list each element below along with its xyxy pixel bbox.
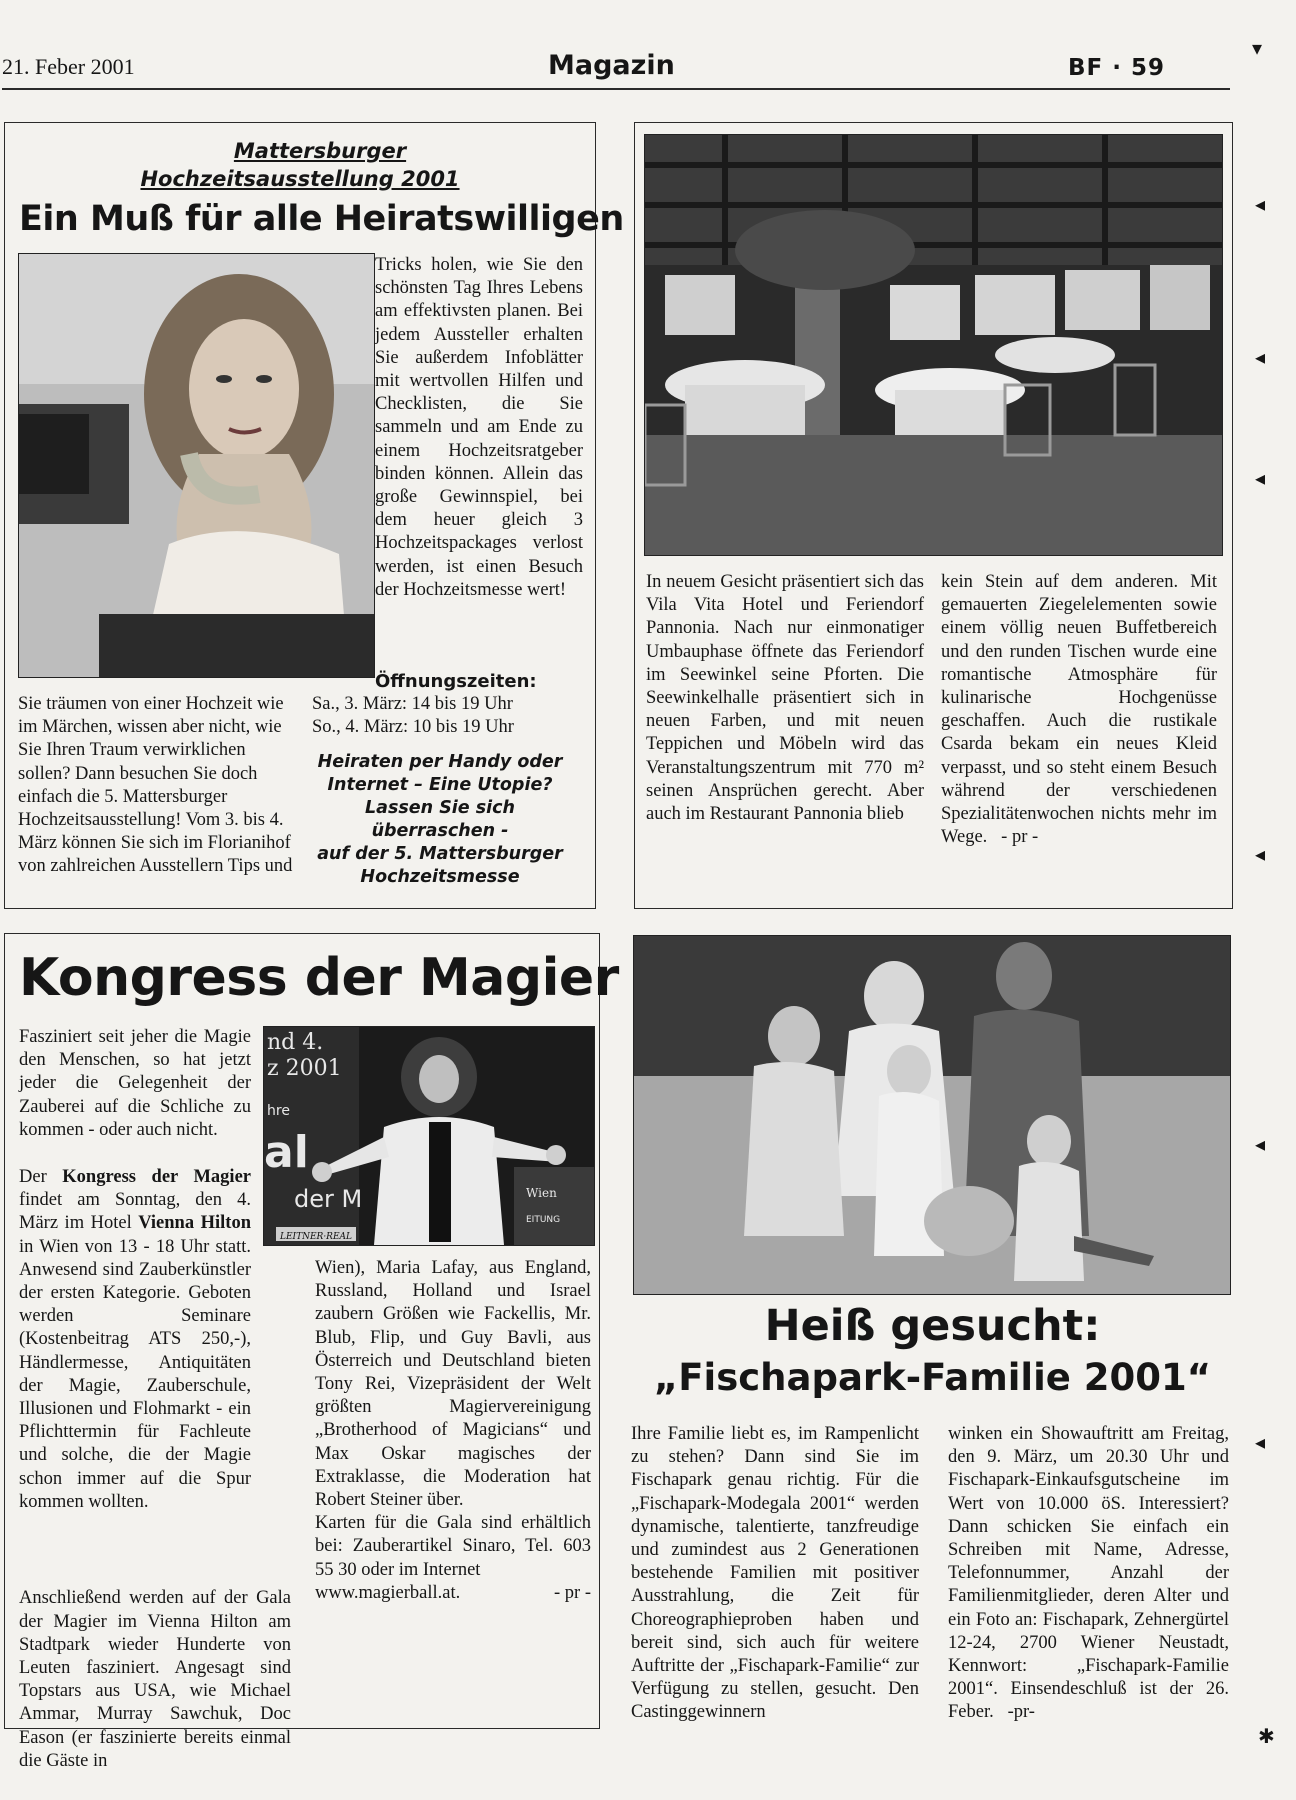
family-photo (633, 935, 1231, 1295)
article-body-col1: Ihre Familie liebt es, im Rampenlicht zu stehen? Dann sind Sie im Fischapark genau richtig. Für die „Fischapark-Modegala 2001“ werden dynamische, talentierte, tanzfreudige und zumindest aus 2 Generationen bestehende Familien mit positiver Ausstrahlung, die Zeit für Choreographieproben haben und bereit sind, sich auch für weitere Auftritte der „Fischapark-Familie“ zur Verfügung zu stellen, gesucht. Den Castinggewinnern (631, 1424, 919, 1723)
margin-mark: ◂ (1255, 842, 1266, 866)
article-body-left: Sie träumen von einer Hochzeit wie im Märchen, wissen aber nicht, wie Sie Ihren Traum verwirklichen sollen? Dann besuchen Sie doch einfach die 5. Mattersburger Hochzeitsausstellung! Vom 3. bis 4. März können Sie sich im Florianihof von zahlreichen Ausstellern Tips und (18, 694, 293, 877)
hours-saturday: Sa., 3. März: 14 bis 19 Uhr (312, 694, 513, 714)
margin-mark: ✱ (1258, 1724, 1275, 1748)
portrait-photo (18, 253, 375, 678)
poster-text: al (264, 1127, 309, 1178)
issue-date: 21. Feber 2001 (2, 54, 135, 79)
signoff: - pr - (1001, 827, 1039, 848)
poster-text: der M (294, 1185, 363, 1213)
article-body-col1: Der Kongress der Magier findet am Sonntag, den 4. März im Hotel Vienna Hilton in Wien von 13 - 18 Uhr statt. Anwesend sind Zauberkünstler der ersten Kategorie. Geboten werden Seminare (Kostenbeitrag ATS 250,-), Händlermesse, Antiquitäten der Magie, Zauberschule, Illusionen und Flohmarkt - ein Pflichttermin für Fachleute und solche, die der Magie schon immer auf die Spur kommen wollten. (19, 1167, 251, 1512)
article-body-col2: Wien), Maria Lafay, aus England, Russland, Holland und Israel zaubern Größen wie Fackellis, Mr. Blub, Flip, und Guy Bavli, aus Österreich und Deutschland bieten Tony Rei, Vizepräsident der Welt größten Magiervereinigung „Brotherhood of Magicians“ und Max Oskar magisches der Extraklasse, die Moderation hat Robert Steiner über. Karten für die Gala sind erhältlich bei: Zauberartikel Sinaro, Tel. 603 55 30 oder im Internet www.magierball.at. - pr - (315, 1257, 591, 1605)
article-body-col1-cont: Anschließend werden auf der Gala der Magier im Vienna Hilton am Stadtpark wieder Hunderte von Leuten fasziniert. Angesagt sind Topstars aus USA, wie Michael Ammar, Murray Sawchuk, Doc Eason (er faszinierte bereits einmal die Gäste in (19, 1588, 291, 1771)
article-hotel (634, 122, 1233, 909)
poster-text: Wien (526, 1186, 557, 1200)
article-magicians (4, 933, 619, 1771)
signoff: - pr - (554, 1582, 591, 1603)
article-intro: Fasziniert seit jeher die Magie den Menschen, so hat jetzt jeder die Gelegenheit der Zauberei auf die Schliche zu kommen - oder auch nicht. (19, 1027, 251, 1140)
poster-text: nd 4. (267, 1030, 324, 1055)
magician-photo-icon (264, 1027, 594, 1245)
margin-mark: ◂ (1255, 466, 1266, 490)
article-body-col2: winken ein Showauftritt am Freitag, den 9. März, um 20.30 Uhr und Fischapark-Einkaufsgutscheine im Wert von 10.000 öS. Interessiert? Dann schicken Sie einfach ein Schreiben mit Name, Adresse, Telefonnummer, Anzahl der Familienmitglieder, deren Alter und ein Foto an: Fischapark, Zehnergürtel 12-24, 2700 Wiener Neustadt, Kennwort: „Fischapark-Familie 2001“. Einsendeschluß ist der 26. Feber. -pr- (948, 1424, 1229, 1723)
article-wedding-fair (4, 122, 624, 909)
family-photo-icon (634, 936, 1230, 1294)
article-headline: Ein Muß für alle Heiratswilligen (19, 199, 624, 239)
page-number: BF · 59 (1068, 55, 1166, 81)
margin-mark: ▾ (1252, 36, 1263, 60)
margin-mark: ◂ (1255, 192, 1266, 216)
signoff: -pr- (1007, 1702, 1035, 1723)
section-title: Magazin (548, 50, 675, 81)
article-body-col1: In neuem Gesicht präsentiert sich das Vila Vita Hotel und Feriendorf Pannonia. Nach nur einmonatiger Umbauphase öffnete das Feriendorf im Seewinkel seine Pforten. Die Seewinkelhalle präsentiert sich in neuen Farben, und mit neuen Teppichen und Möbeln wird das Veranstaltungszentrum mit 770 m² seinen Ansprüchen gerecht. Aber auch im Restaurant Pannonia blieb (646, 572, 924, 825)
article-headline: Kongress der Magier (19, 948, 619, 1008)
restaurant-photo (644, 134, 1223, 556)
magician-photo (263, 1026, 595, 1246)
margin-mark: ◂ (1255, 345, 1266, 369)
poster-text: LEITNER·REAL (280, 1232, 353, 1242)
poster-text: EITUNG (526, 1215, 561, 1225)
poster-text: z 2001 (267, 1056, 342, 1081)
article-headline: Heiß gesucht: „Fischapark-Familie 2001“ (653, 1301, 1212, 1399)
article-callout: Heiraten per Handy oder Internet – Eine Utopie? Lassen Sie sich überraschen - auf der 5. Mattersburger Hochzeitsmesse (317, 752, 563, 887)
margin-mark: ◂ (1255, 1430, 1266, 1454)
header-rule (2, 88, 1230, 90)
article-body-right: Tricks holen, wie Sie den schönsten Tag Ihres Lebens am effektivsten planen. Bei jedem Aussteller erhalten Sie außerdem Infoblätter mit wertvollen Hilfen und Checklisten, die Sie sammeln und am Ende zu einem Hochzeitsratgeber binden können. Allein das große Gewinnspiel, bei dem heuer gleich 3 Hochzeitspackages verlost werden, ist einen Besuch der Hochzeitsmesse wert! (375, 255, 583, 600)
portrait-photo-icon (19, 254, 374, 677)
hours-title: Öffnungszeiten: (375, 671, 537, 692)
hours-sunday: So., 4. März: 10 bis 19 Uhr (312, 717, 514, 737)
website-link[interactable]: www.magierball.at. (315, 1582, 461, 1603)
restaurant-photo-icon (645, 135, 1222, 555)
margin-mark: ◂ (1255, 1132, 1266, 1156)
poster-text: hre (267, 1103, 290, 1119)
article-kicker: Mattersburger Hochzeitsausstellung 2001 (140, 139, 460, 191)
article-body-col2: kein Stein auf dem anderen. Mit gemauerten Ziegelelementen sowie einem völlig neuen Buffetbereich und den runden Tischen wurde eine romantische Atmosphäre für kulinarische Hochgenüsse geschaffen. Auch die rustikale Csarda bekam ein neues Kleid verpasst, und so steht einem Besuch während der verschiedenen Spezialitätenwochen nichts mehr im Wege. - pr - (941, 572, 1217, 848)
